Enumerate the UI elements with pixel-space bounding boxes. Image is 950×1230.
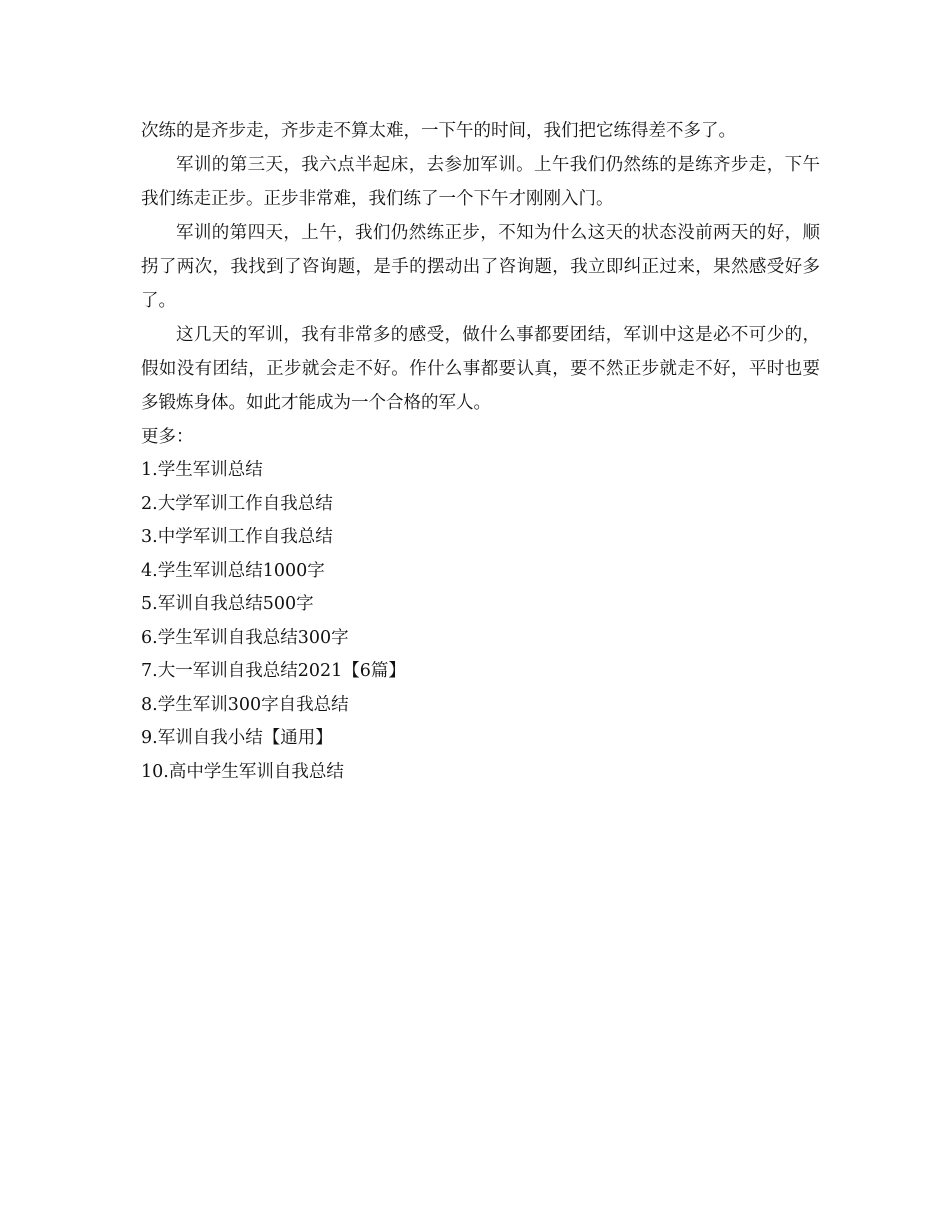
more-links-list bbox=[141, 454, 820, 789]
more-link-item[interactable]: 6.学生军训自我总结300字 bbox=[141, 627, 349, 648]
more-link-item[interactable]: 8.学生军训300字自我总结 bbox=[141, 694, 349, 715]
more-link-item[interactable]: 5.军训自我总结500字 bbox=[141, 594, 314, 614]
paragraph-day-three: 军训的第三天，我六点半起床，去参加军训。上午我们仍然练的是练齐步走，下午我们练走正步。正步非常难，我们练了一个下午才刚刚入门。 bbox=[141, 155, 820, 209]
more-link-item[interactable]: 9.军训自我小结【通用】 bbox=[141, 728, 333, 748]
paragraph-day-four: 军训的第四天，上午，我们仍然练正步，不知为什么这天的状态没前两天的好，顺拐了两次，我找到了咨询题，是手的摆动出了咨询题，我立即纠正过来，果然感受好多了。 bbox=[141, 223, 820, 311]
more-link-item[interactable]: 4.学生军训总结1000字 bbox=[141, 560, 325, 581]
more-link-item[interactable]: 1.学生军训总结 bbox=[141, 460, 263, 480]
more-link-item[interactable]: 3.中学军训工作自我总结 bbox=[141, 527, 333, 547]
more-link-item[interactable]: 2.大学军训工作自我总结 bbox=[141, 493, 333, 514]
paragraph-continuation: 次练的是齐步走，齐步走不算太难，一下午的时间，我们把它练得差不多了。 bbox=[141, 121, 736, 141]
more-link-item[interactable]: 10.高中学生军训自我总结 bbox=[141, 761, 344, 782]
more-label: 更多： bbox=[141, 427, 194, 447]
paragraph-reflection: 这几天的军训，我有非常多的感受，做什么事都要团结，军训中这是必不可少的，假如没有团结，正步就会走不好。作什么事都要认真，要不然正步就走不好，平时也要多锻炼身体。如此才能成为一个合格的军人。 bbox=[141, 325, 820, 413]
more-link-item[interactable]: 7.大一军训自我总结2021【6篇】 bbox=[141, 661, 406, 681]
